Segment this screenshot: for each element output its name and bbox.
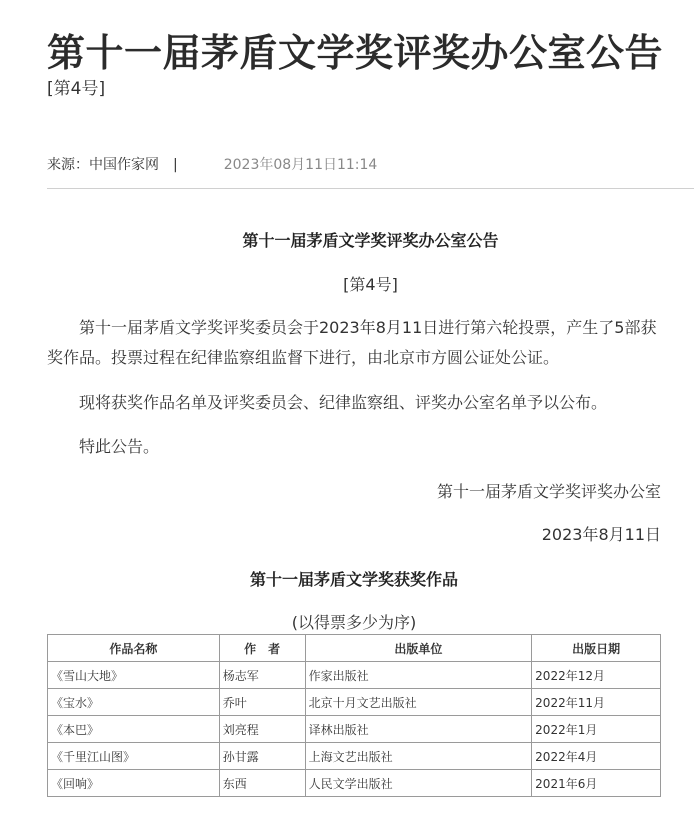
table-row [48,689,661,716]
cell-date: 2021年6月 [532,770,661,797]
works-heading: 第十一届茅盾文学奖获奖作品 [249,570,458,589]
cell-publisher: 人民文学出版社 [305,770,532,797]
cell-title: 《千里江山图》 [48,743,220,770]
cell-title: 《雪山大地》 [48,662,220,689]
table-row [48,662,661,689]
notice-paragraph-3: 特此公告。 [79,437,160,456]
cell-title: 《宝水》 [48,689,220,716]
cell-author: 孙甘露 [219,743,305,770]
cell-date: 2022年12月 [532,662,661,689]
column-header-date: 出版日期 [532,635,661,662]
article-meta [47,154,377,174]
cell-author: 东西 [219,770,305,797]
column-header-publisher: 出版单位 [305,635,532,662]
table-row [48,743,661,770]
cell-author: 乔叶 [219,689,305,716]
table-row [48,770,661,797]
meta-separator: | [173,157,178,173]
notice-paragraph-1: 第十一届茅盾文学奖评奖委员会于2023年8月11日进行第六轮投票，产生了5部获奖作品。投票过程在纪律监察组监督下进行，由北京市方圆公证处公证。 [47,318,657,367]
issue-tag: [第4号] [47,79,106,99]
table-row [48,716,661,743]
signature-date: 2023年8月11日 [541,525,661,544]
table-header-row [48,635,661,662]
works-subheading: (以得票多少为序) [291,613,417,632]
column-header-author: 作 者 [219,635,305,662]
cell-title: 《本巴》 [48,716,220,743]
notice-number: [第4号] [343,275,398,294]
source-label: 来源： [47,157,89,173]
cell-publisher: 北京十月文艺出版社 [305,689,532,716]
notice-paragraph-2: 现将获奖作品名单及评奖委员会、纪律监察组、评奖办公室名单予以公布。 [79,393,608,412]
cell-publisher: 上海文艺出版社 [305,743,532,770]
works-table [47,634,661,797]
column-header-title: 作品名称 [48,635,220,662]
cell-date: 2022年1月 [532,716,661,743]
header-divider [47,188,694,189]
cell-publisher: 译林出版社 [305,716,532,743]
publish-datetime: 2023年08月11日11:14 [223,157,378,173]
cell-date: 2022年11月 [532,689,661,716]
signature-org: 第十一届茅盾文学奖评奖办公室 [436,482,661,501]
cell-date: 2022年4月 [532,743,661,770]
cell-publisher: 作家出版社 [305,662,532,689]
page-title: 第十一届茅盾文学奖评奖办公室公告 [47,31,664,75]
notice-heading: 第十一届茅盾文学奖评奖办公室公告 [242,231,499,250]
cell-author: 杨志军 [219,662,305,689]
source-link[interactable]: 中国作家网 [89,157,159,173]
cell-title: 《回响》 [48,770,220,797]
cell-author: 刘亮程 [219,716,305,743]
